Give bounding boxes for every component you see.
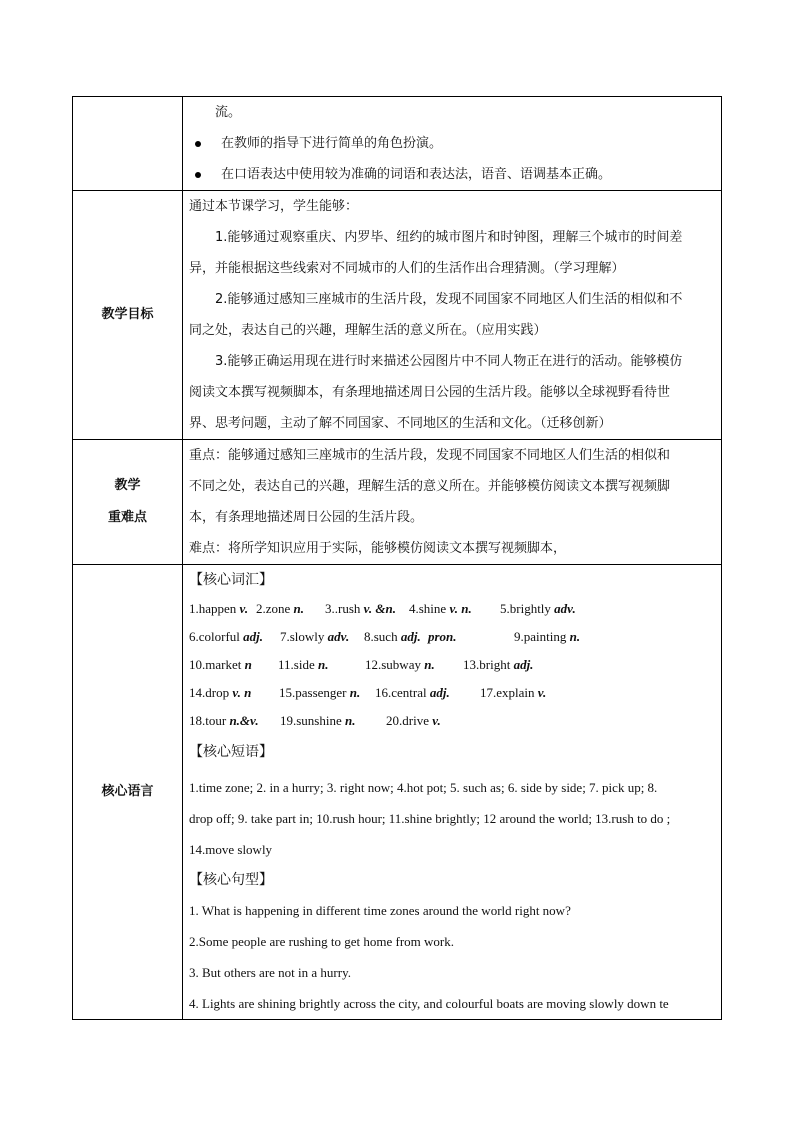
vocab-item — [280, 623, 364, 651]
bullet-icon — [195, 172, 201, 178]
objectives-line: 3.能够正确运用现在进行时来描述公园图片中不同人物正在进行的活动。能够模仿 — [215, 354, 683, 369]
continued-text: 流。 — [215, 105, 242, 120]
vocab-word: 9.painting — [514, 629, 570, 644]
sentence-line: 1. What is happening in different time zones around the world right now? — [189, 903, 571, 918]
vocab-pos: n. — [424, 657, 435, 672]
table-row-objectives — [73, 191, 722, 440]
vocab-pos: adj. — [429, 685, 450, 700]
vocab-item — [428, 623, 514, 651]
table-row-language — [73, 565, 722, 1020]
phrase-title: 【核心短语】 — [189, 744, 273, 760]
phrase-line: 14.move slowly — [189, 842, 273, 857]
vocab-word: 1.happen — [189, 601, 240, 616]
sentence-line: 2.Some people are rushing to get home from work. — [189, 934, 454, 949]
vocab-pos: v. — [432, 713, 441, 728]
keypoints-line: 不同之处，表达自己的兴趣，理解生活的意义所在。并能够模仿阅读文本撰写视频脚 — [189, 479, 671, 494]
vocab-line — [183, 707, 721, 735]
vocab-line — [183, 595, 721, 623]
vocab-pos: adj. — [400, 629, 421, 644]
vocab-word: 14.drop — [189, 685, 233, 700]
vocab-word: 3..rush — [325, 601, 364, 616]
table-row-keypoints — [73, 440, 722, 565]
vocab-line — [183, 679, 721, 707]
vocab-word: 8.such — [364, 629, 401, 644]
vocab-word: 18.tour — [189, 713, 230, 728]
vocab-word: 17.explain — [480, 685, 538, 700]
sentence-line: 4. Lights are shining brightly across the city, and colourful boats are moving slowly down te — [189, 996, 669, 1011]
vocab-pos: adj. — [513, 657, 534, 672]
vocab-item — [279, 679, 375, 707]
keypoints-line: 重点：能够通过感知三座城市的生活片段，发现不同国家不同地区人们生活的相似和 — [189, 448, 671, 463]
vocab-item — [365, 651, 463, 679]
bullet-icon — [195, 141, 201, 147]
vocab-pos: pron. — [428, 629, 457, 644]
row-label-language: 核心语言 — [73, 565, 183, 1020]
label-line: 重难点 — [107, 510, 147, 525]
objectives-line: 通过本节课学习，学生能够： — [189, 199, 359, 214]
phrase-line: 1.time zone; 2. in a hurry; 3. right now; 4.hot pot; 5. such as; 6. side by side; 7. pick up; 8. — [189, 780, 658, 795]
vocab-pos: v. — [537, 685, 547, 700]
vocab-word: 5.brightly — [500, 601, 555, 616]
vocab-pos: n. — [349, 685, 361, 700]
vocab-word: 13.bright — [463, 657, 514, 672]
keypoints-line: 本，有条理地描述周日公园的生活片段。 — [189, 510, 424, 525]
vocab-word: 10.market — [189, 657, 245, 672]
vocab-pos: n. — [345, 713, 356, 728]
vocab-item — [189, 623, 280, 651]
bullet-text: 在口语表达中使用较为准确的词语和表达法，语音、语调基本正确。 — [221, 167, 612, 182]
vocab-item — [278, 651, 365, 679]
objectives-cell — [183, 191, 722, 440]
vocab-item — [364, 623, 428, 651]
row-label-empty — [73, 97, 183, 191]
vocab-item — [189, 651, 278, 679]
vocab-pos: adj. — [243, 629, 264, 644]
vocab-item — [386, 707, 456, 735]
vocab-word: 19.sunshine — [280, 713, 345, 728]
vocab-pos: v. n. — [449, 601, 472, 616]
phrase-line: drop off; 9. take part in; 10.rush hour; 11.shine brightly; 12 around the world; 13.rush to do ; — [189, 811, 671, 826]
sentence-line: 3. But others are not in a hurry. — [189, 965, 351, 980]
objectives-line: 1.能够通过观察重庆、内罗毕、纽约的城市图片和时钟图，理解三个城市的时间差 — [215, 230, 683, 245]
keypoints-cell — [183, 440, 722, 565]
vocab-pos: v. &n. — [363, 601, 397, 616]
vocab-item — [514, 623, 584, 651]
objectives-line: 阅读文本撰写视频脚本，有条理地描述周日公园的生活片段。能够以全球视野看待世 — [189, 385, 671, 400]
vocab-item — [500, 595, 590, 623]
vocab-line — [183, 651, 721, 679]
bullet-text: 在教师的指导下进行简单的角色扮演。 — [221, 136, 443, 151]
vocab-pos: v. — [239, 601, 249, 616]
lesson-plan-table — [72, 96, 722, 1020]
vocab-word: 20.drive — [386, 713, 433, 728]
vocab-word: 6.colorful — [189, 629, 244, 644]
vocab-item — [189, 595, 256, 623]
vocab-item — [409, 595, 500, 623]
vocab-word: 2.zone — [256, 601, 294, 616]
vocab-word: 16.central — [375, 685, 430, 700]
table-row-abilities — [73, 97, 722, 191]
vocab-line — [183, 623, 721, 651]
vocab-title: 【核心词汇】 — [189, 572, 273, 588]
vocab-word: 4.shine — [409, 601, 450, 616]
vocab-item — [280, 707, 386, 735]
vocab-word: 15.passenger — [279, 685, 350, 700]
vocab-item — [375, 679, 480, 707]
objectives-line: 异，并能根据这些线索对不同城市的人们的生活作出合理猜测。（学习理解） — [189, 261, 625, 276]
vocab-pos: n — [244, 657, 252, 672]
vocab-pos: n. — [317, 657, 329, 672]
vocab-word: 11.side — [278, 657, 318, 672]
vocab-item — [256, 595, 325, 623]
vocab-pos: v. n — [232, 685, 252, 700]
vocab-pos: n.&v. — [229, 713, 259, 728]
objectives-line: 同之处，表达自己的兴趣，理解生活的意义所在。（应用实践） — [189, 323, 547, 338]
vocab-pos: n. — [569, 629, 581, 644]
vocab-pos: adv. — [327, 629, 350, 644]
vocab-item — [189, 679, 279, 707]
vocab-pos: adv. — [554, 601, 576, 616]
vocab-word: 7.slowly — [280, 629, 328, 644]
bullet-item — [183, 128, 721, 159]
vocab-item — [325, 595, 409, 623]
vocab-word: 12.subway — [365, 657, 425, 672]
row-label-keypoints — [73, 440, 183, 565]
vocab-list — [183, 595, 721, 735]
objectives-line: 2.能够通过感知三座城市的生活片段，发现不同国家不同地区人们生活的相似和不 — [215, 292, 683, 307]
vocab-item — [480, 679, 550, 707]
sentence-title: 【核心句型】 — [189, 872, 273, 888]
label-line: 教学 — [114, 478, 141, 493]
bullet-item — [183, 159, 721, 190]
vocab-pos: n. — [293, 601, 305, 616]
abilities-cell — [183, 97, 722, 191]
row-label-objectives: 教学目标 — [73, 191, 183, 440]
vocab-item — [463, 651, 533, 679]
keypoints-line: 难点：将所学知识应用于实际，能够模仿阅读文本撰写视频脚本， — [189, 541, 567, 556]
vocab-item — [189, 707, 280, 735]
language-cell — [183, 565, 722, 1020]
objectives-line: 界、思考问题，主动了解不同国家、不同地区的生活和文化。（迁移创新） — [189, 416, 612, 431]
